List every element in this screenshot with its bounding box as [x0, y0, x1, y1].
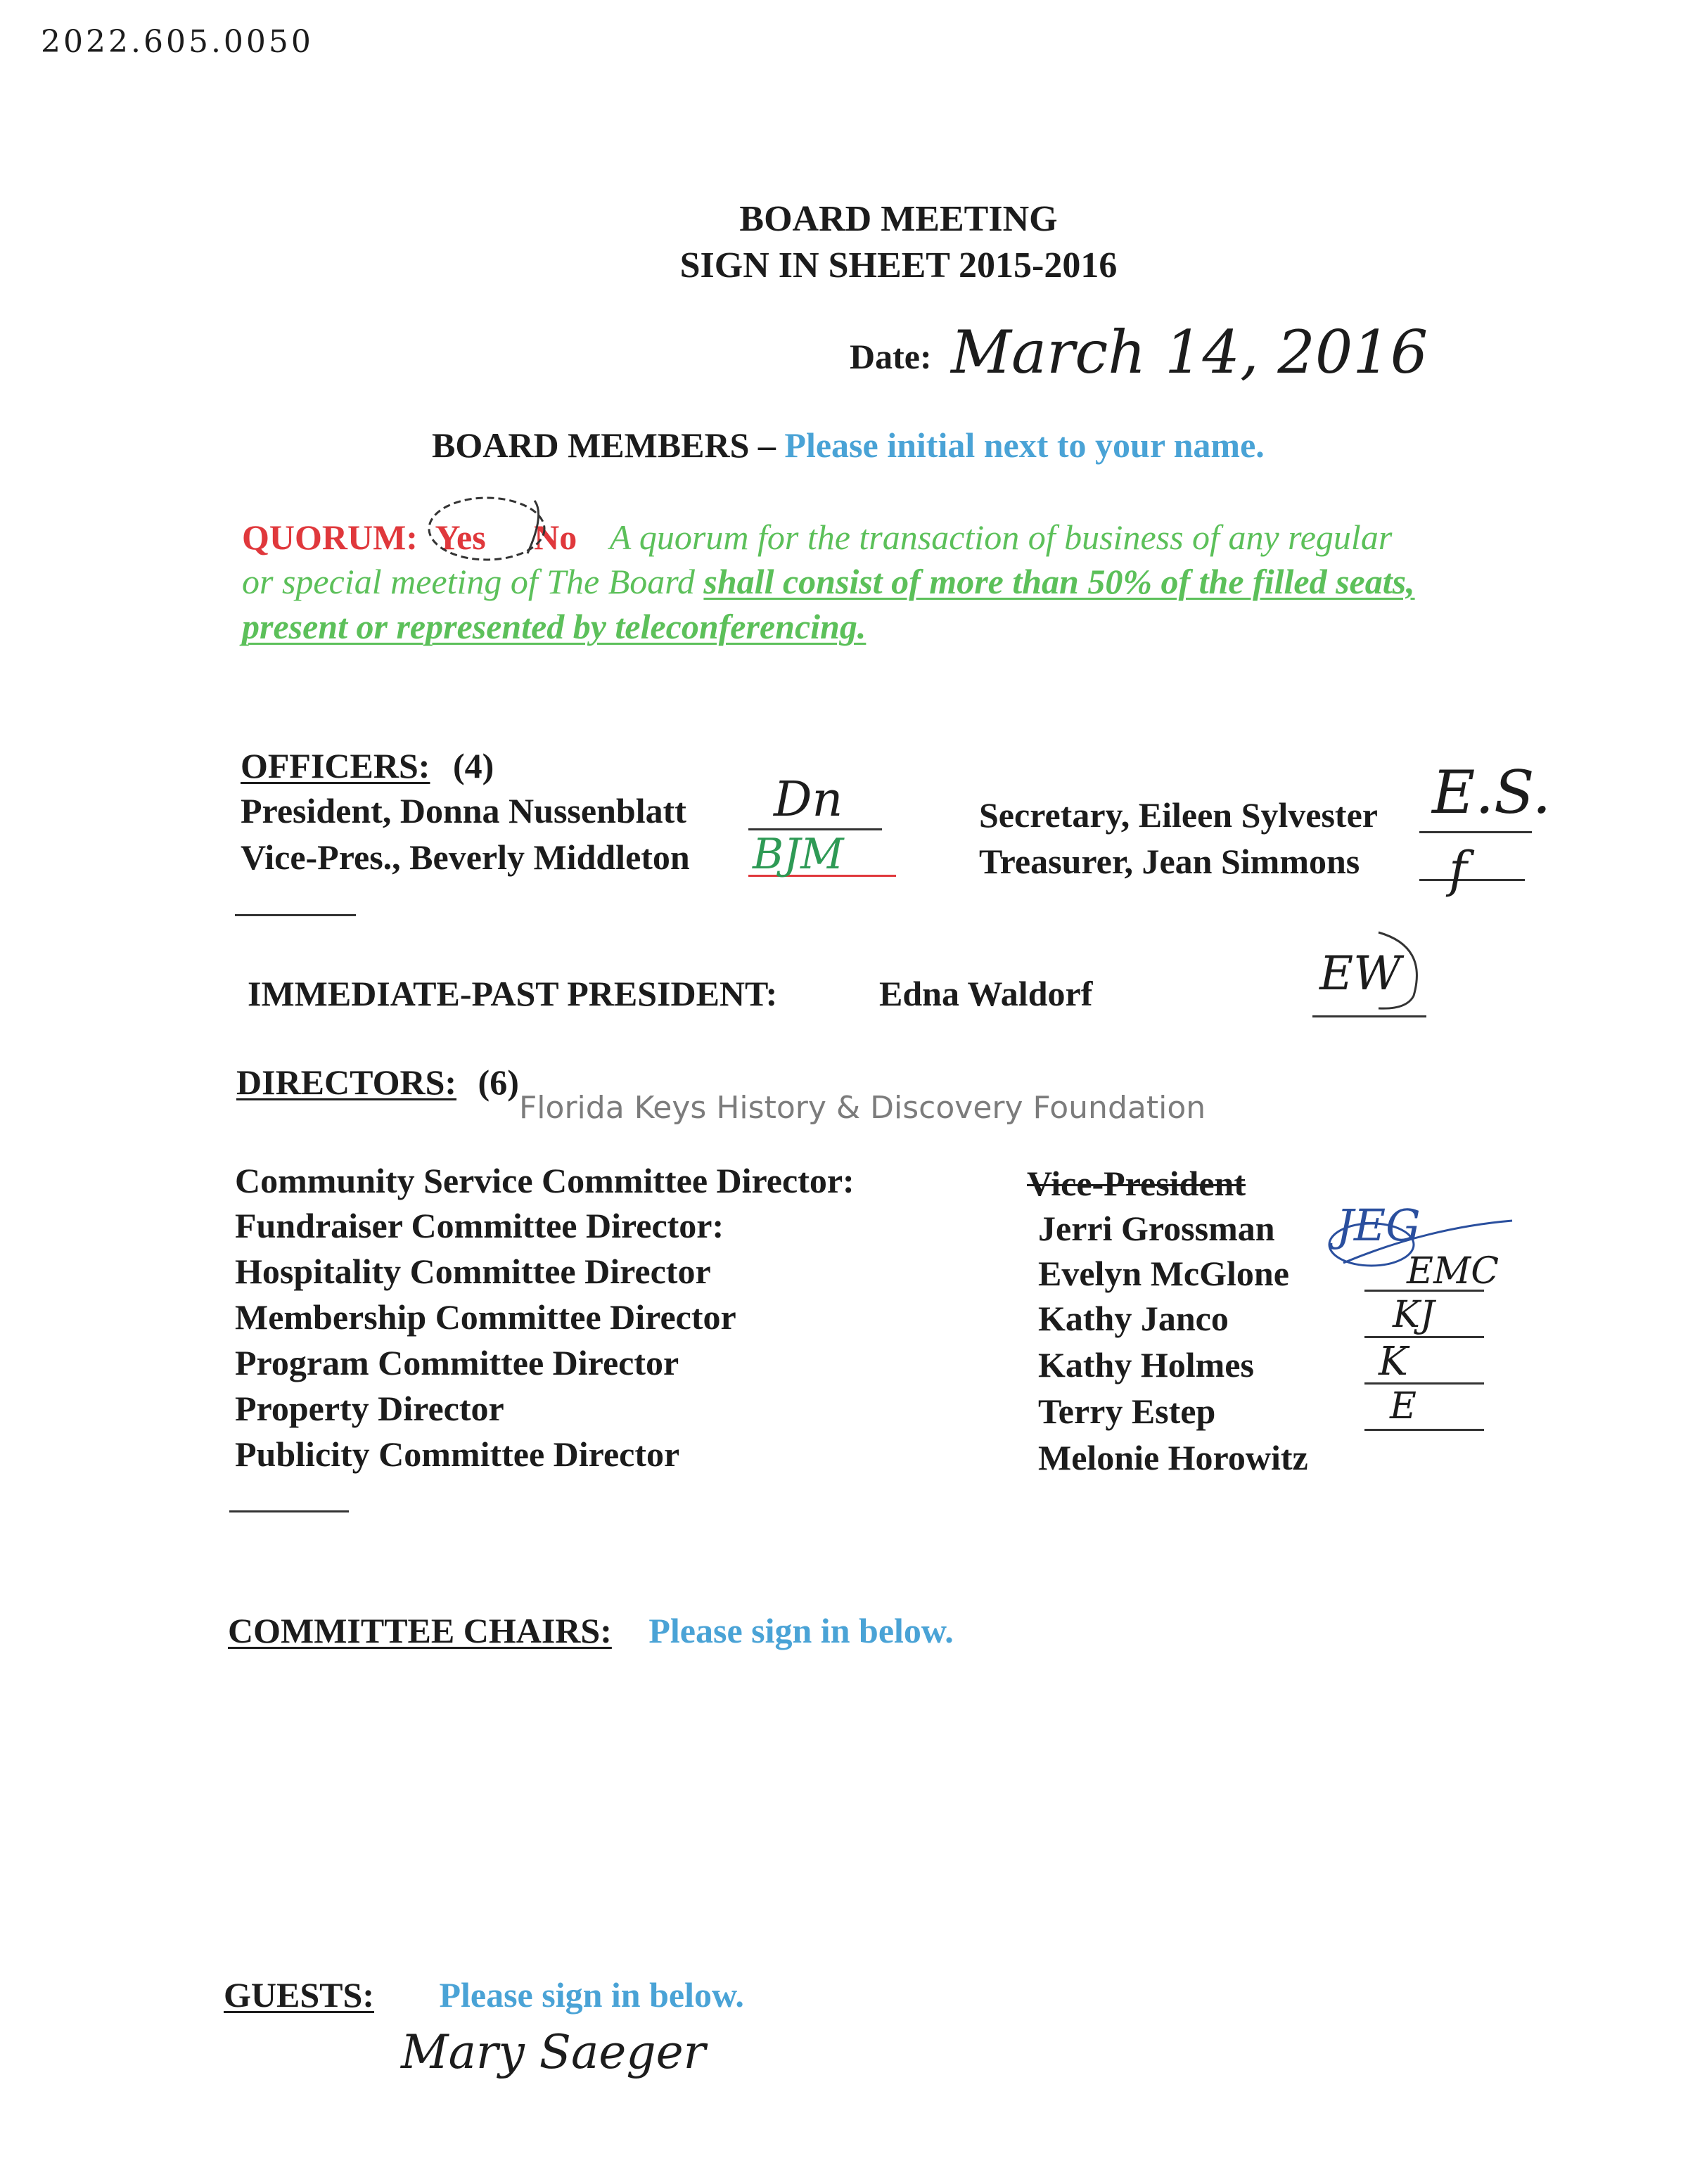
guests-instruction: Please sign in below. [439, 1975, 744, 2015]
initials-director: E [1390, 1385, 1417, 1427]
quorum-text-1: A quorum for the transaction of business of any regular [609, 518, 1393, 557]
director-role: Fundraiser Committee Director: [235, 1206, 724, 1245]
director-name-struck: Vice-President [1027, 1164, 1246, 1203]
initials-director: KJ [1393, 1294, 1435, 1336]
director-role: Program Committee Director [235, 1343, 679, 1382]
initials-secretary: E.S. [1432, 758, 1552, 827]
initials-president: Dn [774, 772, 843, 828]
director-role: Hospitality Committee Director [235, 1252, 711, 1291]
date-value: March 14, 2016 [951, 318, 1428, 387]
director-role: Community Service Committee Director: [235, 1161, 855, 1200]
quorum-text-2: or special meeting of The Board [242, 562, 695, 601]
director-role: Membership Committee Director [235, 1297, 736, 1337]
signature-line-director [1364, 1429, 1484, 1431]
title-line-1: BOARD MEETING [739, 199, 1058, 239]
signature-line-director [1364, 1290, 1484, 1292]
director-role: Property Director [235, 1389, 504, 1428]
date-label: Date: [850, 337, 932, 376]
committee-chairs-label: COMMITTEE CHAIRS: [228, 1611, 612, 1650]
signature-line-treasurer [1419, 879, 1525, 881]
director-name: Jerri Grossman [1038, 1209, 1275, 1248]
signature-line-director [1364, 1382, 1484, 1385]
initials-ipp: EW [1319, 946, 1402, 1001]
directors-count: (6) [478, 1062, 519, 1102]
officers-divider [235, 914, 356, 916]
officer-treasurer: Treasurer, Jean Simmons [979, 842, 1360, 881]
guest-signature: Mary Saeger [401, 2025, 706, 2079]
ipp-initials-loop [1364, 925, 1435, 1017]
quorum-text-4: present or represented by teleconferencing. [242, 607, 867, 646]
initials-vice-president: BJM [753, 830, 844, 879]
board-members-line [432, 425, 1265, 465]
board-members-label: BOARD MEMBERS – [432, 425, 776, 465]
directors-heading: DIRECTORS: [236, 1062, 457, 1102]
guests-label: GUESTS: [224, 1975, 374, 2015]
officer-vice-president: Vice-Pres., Beverly Middleton [241, 837, 690, 877]
director-role: Publicity Committee Director [235, 1434, 680, 1474]
committee-chairs-instruction: Please sign in below. [648, 1611, 954, 1650]
watermark: Florida Keys History & Discovery Foundation [519, 1090, 1206, 1126]
directors-divider [229, 1510, 349, 1512]
initials-treasurer: f [1449, 841, 1467, 899]
initials-director: K [1379, 1339, 1408, 1385]
director-name: Evelyn McGlone [1038, 1254, 1289, 1293]
officer-president: President, Donna Nussenblatt [241, 791, 686, 830]
ipp-label: IMMEDIATE-PAST PRESIDENT: [248, 974, 778, 1013]
title-line-2: SIGN IN SHEET 2015-2016 [679, 245, 1118, 285]
initials-director: EMC [1407, 1250, 1499, 1292]
director-name: Kathy Janco [1038, 1299, 1229, 1338]
quorum-text-3: shall consist of more than 50% of the filled seats, [703, 562, 1415, 601]
officers-heading: OFFICERS: [241, 746, 430, 785]
officers-heading-row [241, 745, 494, 786]
committee-chairs-row [228, 1610, 954, 1651]
guests-row [224, 1974, 744, 2015]
officers-count: (4) [452, 746, 494, 785]
director-name: Melonie Horowitz [1038, 1438, 1308, 1477]
quorum-no: No [534, 518, 577, 557]
board-members-instruction: Please initial next to your name. [784, 425, 1265, 465]
directors-heading-row [236, 1062, 519, 1103]
ipp-name: Edna Waldorf [879, 974, 1093, 1013]
quorum-label: QUORUM: [242, 518, 418, 557]
signature-line-secretary [1419, 831, 1532, 833]
quorum-line-2 [242, 561, 1415, 602]
quorum-yes-circle [422, 487, 556, 571]
accession-number: 2022.605.0050 [41, 24, 314, 60]
officer-secretary: Secretary, Eileen Sylvester [979, 795, 1378, 835]
quorum-line-1 [242, 517, 1392, 558]
signature-line-director [1364, 1336, 1484, 1338]
director-name: Terry Estep [1038, 1392, 1216, 1431]
initials-director: JEG [1336, 1200, 1421, 1251]
quorum-yes: Yes [435, 518, 486, 557]
director-name: Kathy Holmes [1038, 1345, 1254, 1385]
